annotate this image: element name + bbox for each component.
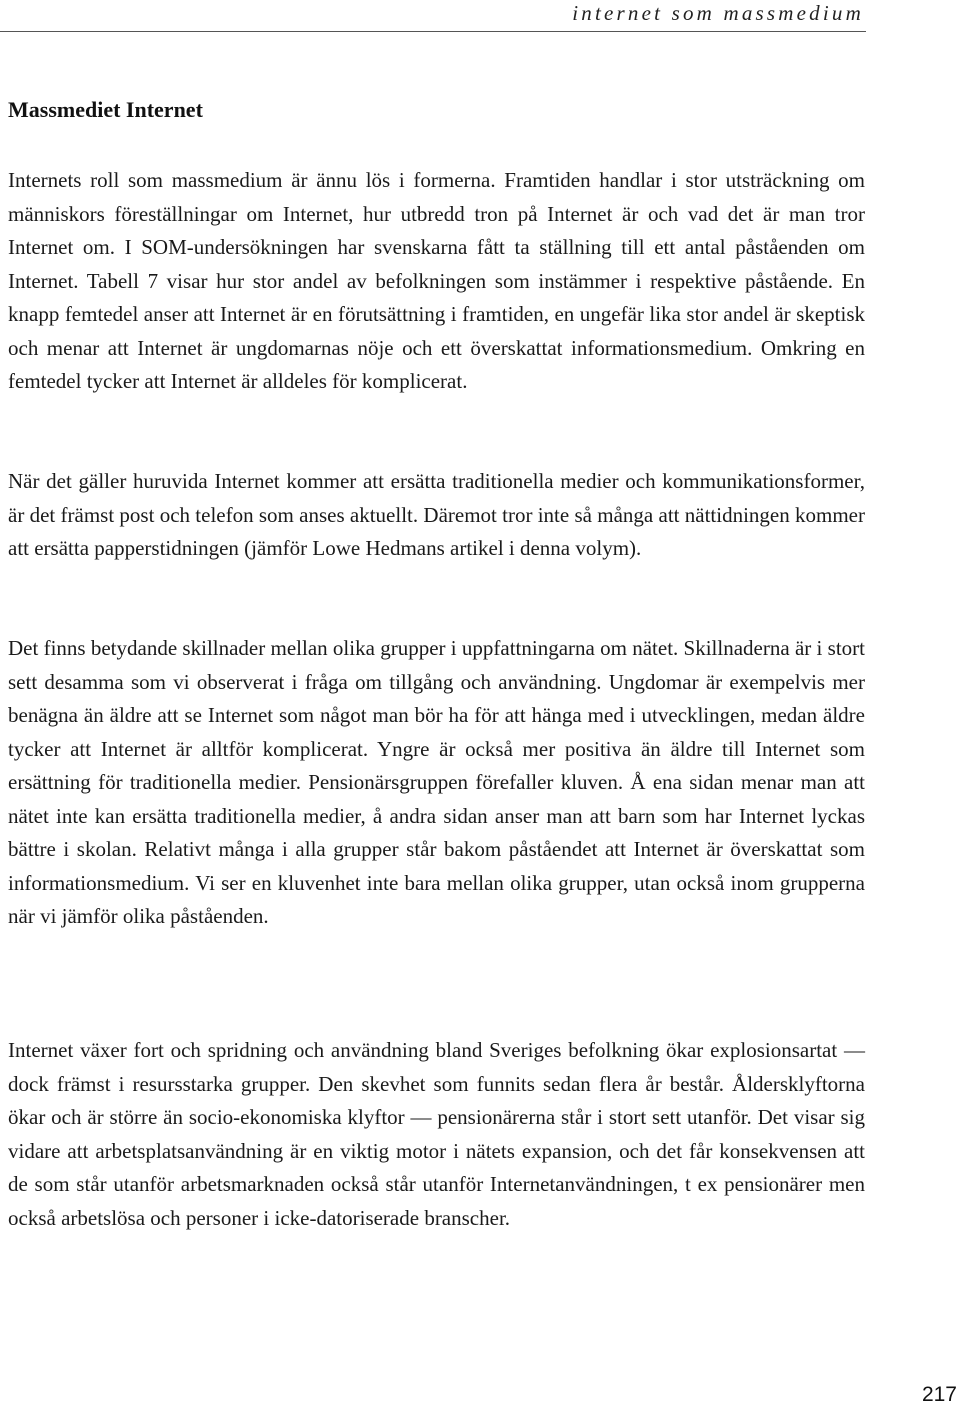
section-heading: Massmediet Internet <box>8 97 203 122</box>
paragraph-3: Det finns betydande skillnader mellan olika grupper i uppfattningarna om nätet. Skillnaderna är i stort sett desamma som vi observerat i fråga om tillgång och användning. Ungdomar är exempelvis mer benägna än äldre att se Internet som något man bör ha för att hänga med i utvecklingen, medan äldre tycker att Internet är alltför komplicerat. Yngre är också mer positiva än äldre till Internet som ersättning för traditionella medier. Pensionärsgruppen förefaller kluven. Å ena sidan menar man att nätet inte kan ersätta traditionella medier, å andra sidan anser man att barn som har Internet lyckas bättre i skolan. Relativt många i alla grupper står bakom påståendet att Internet är överskattat som informationsmedium. Vi ser en kluvenhet inte bara mellan olika grupper, utan också inom grupperna när vi jämför olika påståenden. <box>8 636 865 928</box>
paragraph-4: Internet växer fort och spridning och användning bland Sveriges befolkning ökar explosionsartat — dock främst i resursstarka grupper. Den skevhet som funnits sedan flera år består. Åldersklyftorna ökar och är större än socio-ekonomiska klyftor — pensionärerna står i stort sett utanför. Det visar sig vidare att arbetsplatsanvändning är en viktig motor i nätets expansion, och det får konsekvensen att de som står utanför arbetsmarknaden också står utanför Internetanvändningen, t ex pensionärer men också arbetslösa och personer i icke-datoriserade branscher. <box>8 1038 865 1230</box>
paragraph-2: När det gäller huruvida Internet kommer att ersätta traditionella medier och kommunikationsformer, är det främst post och telefon som anses aktuellt. Däremot tror inte så många att nättidningen kommer att ersätta papperstidningen (jämför Lowe Hedmans artikel i denna volym). <box>8 469 865 560</box>
running-head <box>0 0 866 32</box>
running-head-title: internet som massmedium <box>572 1 864 25</box>
page-number: 217 <box>921 1383 957 1406</box>
paragraph-1: Internets roll som massmedium är ännu lös i formerna. Framtiden handlar i stor utsträckning om människors föreställningar om Internet, hur utbredd tron på Internet är och vad det är man tror Internet om. I SOM-undersökningen har svenskarna fått ta ställning till ett antal påståenden om Internet. Tabell 7 visar hur stor andel av befolkningen som instämmer i respektive påstående. En knapp femtedel anser att Internet är en förutsättning i framtiden, en ungefär lika stor andel är skeptisk och menar att Internet är ungdomarnas nöje och ett överskattat informationsmedium. Omkring en femtedel tycker att Internet är alldeles för komplicerat. <box>8 168 865 393</box>
